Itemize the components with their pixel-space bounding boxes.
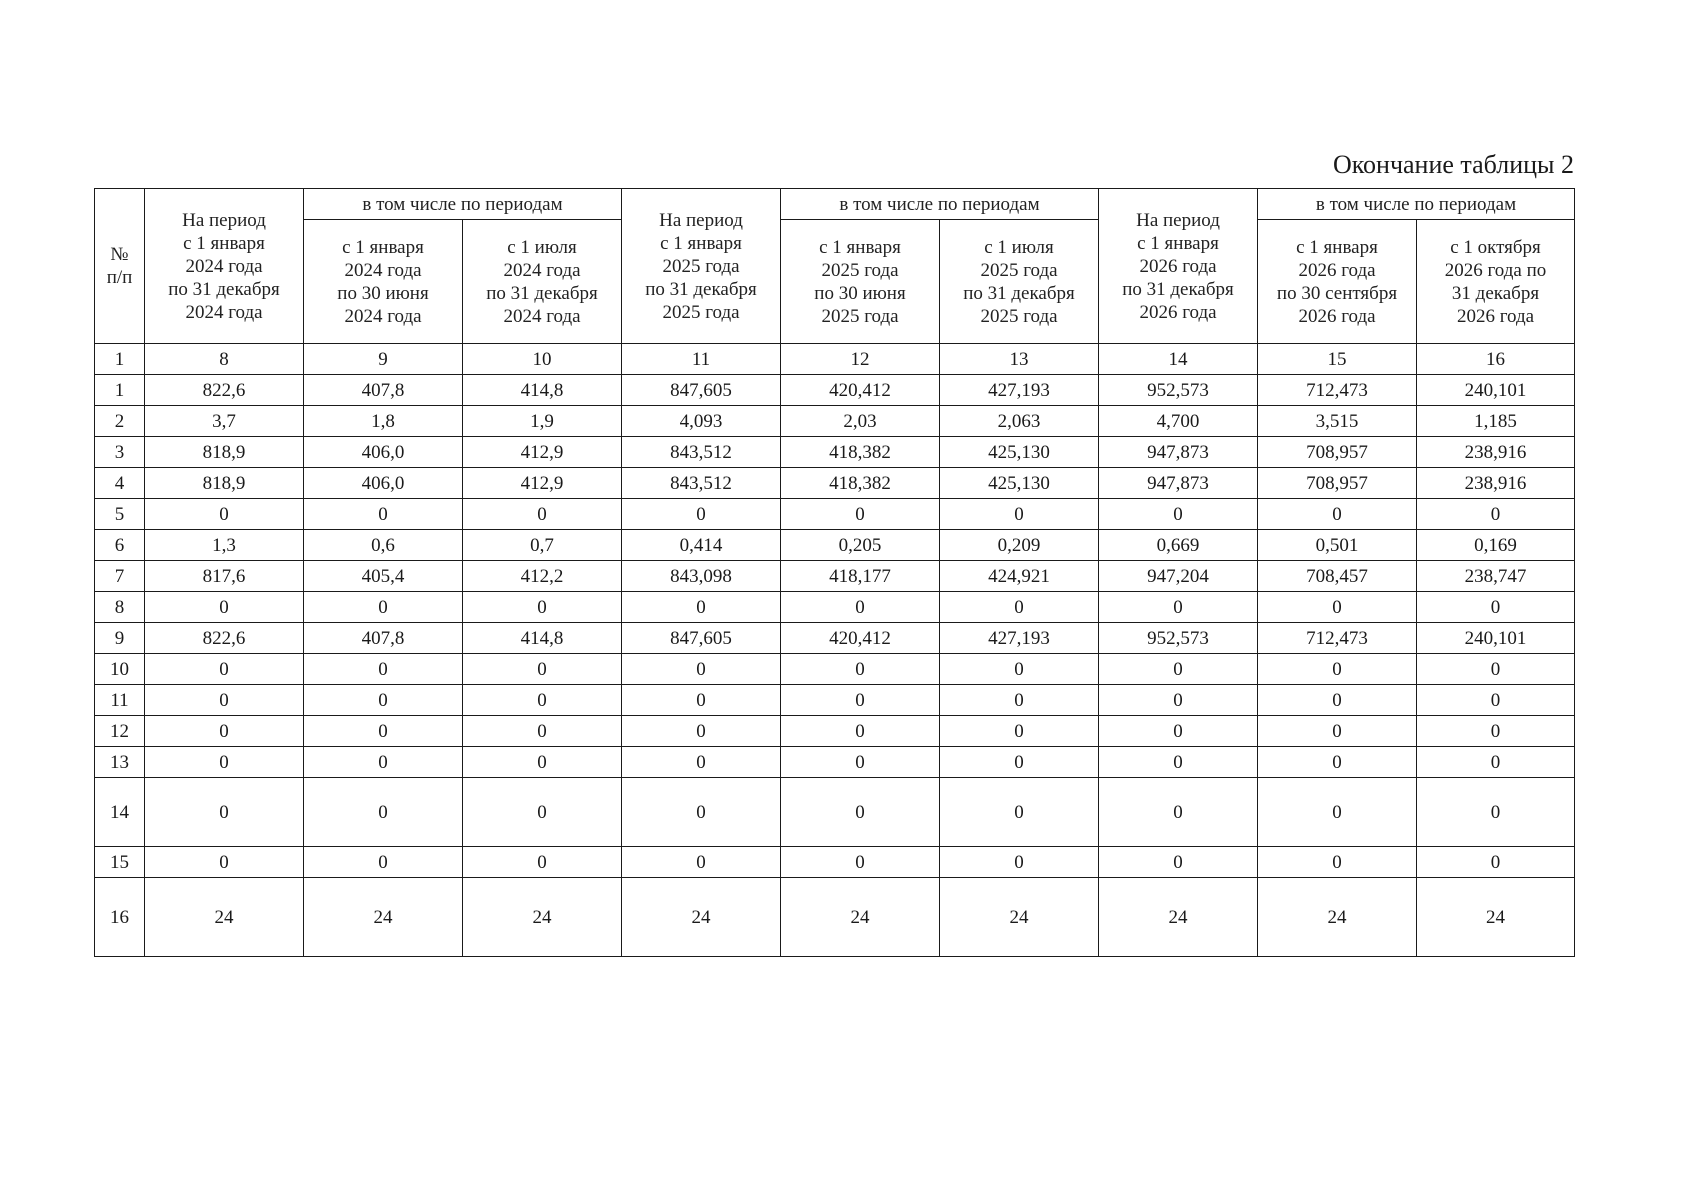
- table-cell: 947,204: [1099, 561, 1258, 592]
- table-cell: 0: [1099, 747, 1258, 778]
- table-cell: 414,8: [463, 623, 622, 654]
- table-row: [95, 375, 1575, 406]
- table-cell: 0: [145, 654, 304, 685]
- table-cell: 0: [1099, 716, 1258, 747]
- table-row: [95, 530, 1575, 561]
- table-cell: 24: [1099, 878, 1258, 957]
- table-row: [95, 561, 1575, 592]
- table-cell: 240,101: [1417, 623, 1575, 654]
- table-cell: 0: [1099, 685, 1258, 716]
- table-cell: 240,101: [1417, 375, 1575, 406]
- table-cell: 0: [1258, 716, 1417, 747]
- table-cell: 822,6: [145, 623, 304, 654]
- table-cell: 0: [145, 716, 304, 747]
- table-row: [95, 592, 1575, 623]
- table-cell: 0: [145, 499, 304, 530]
- subperiod-header: с 1 января 2026 года по 30 сентября 2026 года: [1258, 220, 1417, 344]
- row-number-cell: 6: [95, 530, 145, 561]
- subperiod-header: с 1 января 2024 года по 30 июня 2024 года: [304, 220, 463, 344]
- table-row: [95, 654, 1575, 685]
- table-body: [95, 344, 1575, 957]
- table-cell: 412,9: [463, 437, 622, 468]
- table-cell: 405,4: [304, 561, 463, 592]
- row-number-cell: 1: [95, 375, 145, 406]
- table-cell: 0: [940, 778, 1099, 847]
- table-cell: 0: [940, 592, 1099, 623]
- table-cell: 24: [622, 878, 781, 957]
- period-total-header: На период с 1 января 2024 года по 31 декабря 2024 года: [145, 189, 304, 344]
- table-cell: 0: [622, 716, 781, 747]
- row-number-cell: 3: [95, 437, 145, 468]
- row-number-cell: 10: [95, 654, 145, 685]
- table-cell: 1,3: [145, 530, 304, 561]
- table-cell: 427,193: [940, 375, 1099, 406]
- table-cell: 24: [1417, 878, 1575, 957]
- column-number-cell: 15: [1258, 344, 1417, 375]
- table-cell: 0: [781, 685, 940, 716]
- table-cell: 0: [940, 654, 1099, 685]
- table-cell: 0: [1258, 685, 1417, 716]
- table-cell: 0,501: [1258, 530, 1417, 561]
- table-cell: 0: [304, 499, 463, 530]
- row-number-cell: 9: [95, 623, 145, 654]
- table-cell: 0: [781, 847, 940, 878]
- table-cell: 0: [940, 685, 1099, 716]
- table-cell: 1,185: [1417, 406, 1575, 437]
- table-cell: 0: [463, 747, 622, 778]
- table-cell: 2,03: [781, 406, 940, 437]
- column-number-cell: 13: [940, 344, 1099, 375]
- table-cell: 0: [463, 716, 622, 747]
- column-number-row: [95, 344, 1575, 375]
- table-cell: 952,573: [1099, 375, 1258, 406]
- subperiod-header: с 1 июля 2024 года по 31 декабря 2024 года: [463, 220, 622, 344]
- period-total-header: На период с 1 января 2026 года по 31 декабря 2026 года: [1099, 189, 1258, 344]
- table-cell: 238,916: [1417, 437, 1575, 468]
- table-cell: 0: [1258, 778, 1417, 847]
- column-number-cell: 16: [1417, 344, 1575, 375]
- table-cell: 712,473: [1258, 623, 1417, 654]
- subperiods-group-header: в том числе по периодам: [304, 189, 622, 220]
- table-cell: 0: [1099, 499, 1258, 530]
- row-number-cell: 11: [95, 685, 145, 716]
- table-cell: 425,130: [940, 437, 1099, 468]
- table-cell: 822,6: [145, 375, 304, 406]
- table-cell: 0: [1417, 847, 1575, 878]
- row-number-cell: 14: [95, 778, 145, 847]
- table-cell: 818,9: [145, 437, 304, 468]
- table-cell: 0: [304, 592, 463, 623]
- table-cell: 406,0: [304, 437, 463, 468]
- table-cell: 406,0: [304, 468, 463, 499]
- table-cell: 0: [145, 747, 304, 778]
- row-number-cell: 15: [95, 847, 145, 878]
- row-number-cell: 2: [95, 406, 145, 437]
- table-cell: 0,209: [940, 530, 1099, 561]
- table-cell: 1,8: [304, 406, 463, 437]
- table-cell: 0: [781, 716, 940, 747]
- table-cell: 708,957: [1258, 437, 1417, 468]
- table-cell: 0,7: [463, 530, 622, 561]
- table-cell: 418,382: [781, 468, 940, 499]
- table-cell: 847,605: [622, 623, 781, 654]
- table-row: [95, 847, 1575, 878]
- table-cell: 708,957: [1258, 468, 1417, 499]
- table-cell: 0: [781, 778, 940, 847]
- table-cell: 0,669: [1099, 530, 1258, 561]
- table-cell: 847,605: [622, 375, 781, 406]
- table-cell: 424,921: [940, 561, 1099, 592]
- row-number-cell: 16: [95, 878, 145, 957]
- table-cell: 0: [463, 654, 622, 685]
- table-cell: 0,6: [304, 530, 463, 561]
- column-number-cell: 1: [95, 344, 145, 375]
- table-cell: 0: [304, 778, 463, 847]
- table-cell: 0: [940, 716, 1099, 747]
- table-cell: 418,382: [781, 437, 940, 468]
- table-cell: 0: [145, 592, 304, 623]
- table-cell: 0: [781, 747, 940, 778]
- table-cell: 0: [1258, 499, 1417, 530]
- column-number-cell: 11: [622, 344, 781, 375]
- table-cell: 843,512: [622, 468, 781, 499]
- table-cell: 3,7: [145, 406, 304, 437]
- table-cell: 238,916: [1417, 468, 1575, 499]
- table-cell: 0: [1258, 747, 1417, 778]
- table-cell: 418,177: [781, 561, 940, 592]
- period-total-header: На период с 1 января 2025 года по 31 декабря 2025 года: [622, 189, 781, 344]
- table-cell: 952,573: [1099, 623, 1258, 654]
- row-number-cell: 7: [95, 561, 145, 592]
- table-cell: 0: [1417, 778, 1575, 847]
- row-number-cell: 12: [95, 716, 145, 747]
- table-cell: 24: [781, 878, 940, 957]
- table-cell: 0: [463, 685, 622, 716]
- table-cell: 0: [622, 499, 781, 530]
- row-number-cell: 8: [95, 592, 145, 623]
- column-number-cell: 9: [304, 344, 463, 375]
- table-cell: 407,8: [304, 623, 463, 654]
- subperiod-header: с 1 октября 2026 года по 31 декабря 2026 года: [1417, 220, 1575, 344]
- table-row: [95, 437, 1575, 468]
- table-row: [95, 623, 1575, 654]
- row-number-cell: 5: [95, 499, 145, 530]
- table-row: [95, 406, 1575, 437]
- table-cell: 427,193: [940, 623, 1099, 654]
- table-cell: 0: [940, 747, 1099, 778]
- table-cell: 0: [781, 592, 940, 623]
- table-cell: 420,412: [781, 623, 940, 654]
- table-row: [95, 685, 1575, 716]
- column-number-cell: 10: [463, 344, 622, 375]
- table-cell: 407,8: [304, 375, 463, 406]
- rownum-header: № п/п: [95, 189, 145, 344]
- table-cell: 24: [1258, 878, 1417, 957]
- table-cell: 425,130: [940, 468, 1099, 499]
- table-cell: 843,098: [622, 561, 781, 592]
- table-cell: 0: [622, 654, 781, 685]
- table-cell: 0: [1417, 499, 1575, 530]
- table-cell: 947,873: [1099, 437, 1258, 468]
- table-cell: 0: [145, 685, 304, 716]
- table-cell: 0: [1099, 654, 1258, 685]
- table-cell: 414,8: [463, 375, 622, 406]
- table-row: [95, 499, 1575, 530]
- subperiod-header: с 1 июля 2025 года по 31 декабря 2025 года: [940, 220, 1099, 344]
- table-cell: 0: [1417, 747, 1575, 778]
- table-cell: 2,063: [940, 406, 1099, 437]
- table-cell: 24: [145, 878, 304, 957]
- table-cell: 0: [940, 847, 1099, 878]
- table-cell: 817,6: [145, 561, 304, 592]
- table-cell: 0: [304, 847, 463, 878]
- subperiods-group-header: в том числе по периодам: [781, 189, 1099, 220]
- subperiods-group-header: в том числе по периодам: [1258, 189, 1575, 220]
- table-cell: 818,9: [145, 468, 304, 499]
- table-cell: 0: [145, 847, 304, 878]
- data-table: [94, 188, 1575, 957]
- table-cell: 0: [145, 778, 304, 847]
- row-number-cell: 4: [95, 468, 145, 499]
- table-cell: 0: [622, 778, 781, 847]
- table-cell: 4,093: [622, 406, 781, 437]
- table-row: [95, 778, 1575, 847]
- column-number-cell: 8: [145, 344, 304, 375]
- table-cell: 0: [1417, 685, 1575, 716]
- table-cell: 0: [781, 654, 940, 685]
- table-row: [95, 716, 1575, 747]
- table-cell: 0: [1099, 778, 1258, 847]
- table-row: [95, 878, 1575, 957]
- table-cell: 24: [463, 878, 622, 957]
- table-cell: 0,205: [781, 530, 940, 561]
- table-cell: 0: [463, 778, 622, 847]
- table-cell: 0: [1417, 654, 1575, 685]
- table-cell: 708,457: [1258, 561, 1417, 592]
- table-cell: 0: [463, 592, 622, 623]
- table-cell: 947,873: [1099, 468, 1258, 499]
- table-row: [95, 468, 1575, 499]
- table-cell: 0: [622, 592, 781, 623]
- table-cell: 412,2: [463, 561, 622, 592]
- column-number-cell: 14: [1099, 344, 1258, 375]
- table-cell: 0: [1099, 847, 1258, 878]
- table-cell: 0: [1417, 592, 1575, 623]
- table-cell: 0: [622, 685, 781, 716]
- table-cell: 0: [463, 499, 622, 530]
- row-number-cell: 13: [95, 747, 145, 778]
- table-cell: 0,414: [622, 530, 781, 561]
- table-cell: 0: [1258, 654, 1417, 685]
- table-cell: 0: [622, 847, 781, 878]
- table-cell: 0: [1099, 592, 1258, 623]
- table-cell: 0: [304, 654, 463, 685]
- table-row: [95, 747, 1575, 778]
- table-cell: 0,169: [1417, 530, 1575, 561]
- table-cell: 0: [304, 716, 463, 747]
- table-cell: 0: [304, 747, 463, 778]
- table-cell: 238,747: [1417, 561, 1575, 592]
- table-cell: 3,515: [1258, 406, 1417, 437]
- table-cell: 712,473: [1258, 375, 1417, 406]
- table-cell: 0: [1258, 592, 1417, 623]
- table-cell: 4,700: [1099, 406, 1258, 437]
- table-cell: 0: [1417, 716, 1575, 747]
- table-cell: 0: [463, 847, 622, 878]
- table-cell: 1,9: [463, 406, 622, 437]
- column-number-cell: 12: [781, 344, 940, 375]
- table-cell: 0: [304, 685, 463, 716]
- table-cell: 24: [940, 878, 1099, 957]
- table-cell: 0: [781, 499, 940, 530]
- table-cell: 420,412: [781, 375, 940, 406]
- table-cell: 24: [304, 878, 463, 957]
- subperiod-header: с 1 января 2025 года по 30 июня 2025 года: [781, 220, 940, 344]
- table-cell: 0: [1258, 847, 1417, 878]
- table-cell: 0: [940, 499, 1099, 530]
- table-caption: Окончание таблицы 2: [1332, 150, 1574, 179]
- table-cell: 843,512: [622, 437, 781, 468]
- table-cell: 412,9: [463, 468, 622, 499]
- table-cell: 0: [622, 747, 781, 778]
